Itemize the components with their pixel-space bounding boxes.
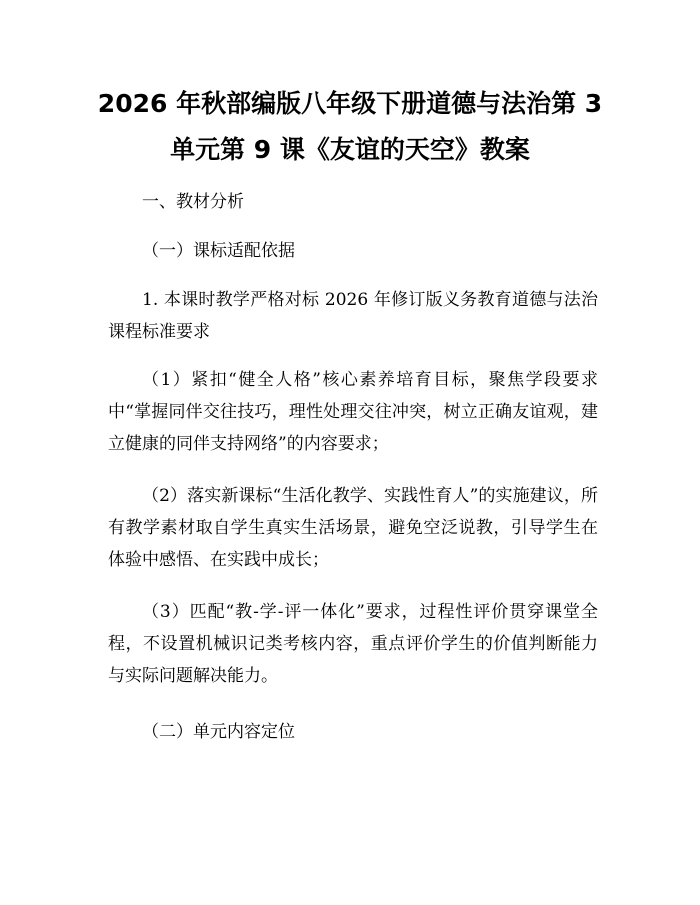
subsection-heading-unit-position: （二）单元内容定位 bbox=[142, 722, 295, 742]
point-2-paragraph: （2）落实新课标“生活化教学、实践性育人”的实施建议，所有教学素材取自学生真实生活场景，避免空泛说教，引导学生在体验中感悟、在实践中成长； bbox=[108, 486, 598, 570]
document-title-line-1: 2026 年秋部编版八年级下册道德与法治第 3 bbox=[97, 89, 603, 118]
section-heading-analysis: 一、教材分析 bbox=[142, 192, 244, 212]
point-1-paragraph: （1）紧扣“健全人格”核心素养培育目标，聚焦学段要求中“掌握同伴交往技巧，理性处理交往冲突，树立正确友谊观，建立健康的同伴支持网络”的内容要求； bbox=[108, 370, 598, 454]
numbered-item-1: 1. 本课时教学严格对标 2026 年修订版义务教育道德与法治课程标准要求 bbox=[108, 290, 598, 342]
subsection-heading-standards: （一）课标适配依据 bbox=[142, 241, 295, 261]
point-3-paragraph: （3）匹配“教-学-评一体化”要求，过程性评价贯穿课堂全程，不设置机械识记类考核内容，重点评价学生的价值判断能力与实际问题解决能力。 bbox=[108, 602, 598, 686]
document-title-line-2: 单元第 9 课《友谊的天空》教案 bbox=[170, 135, 530, 164]
